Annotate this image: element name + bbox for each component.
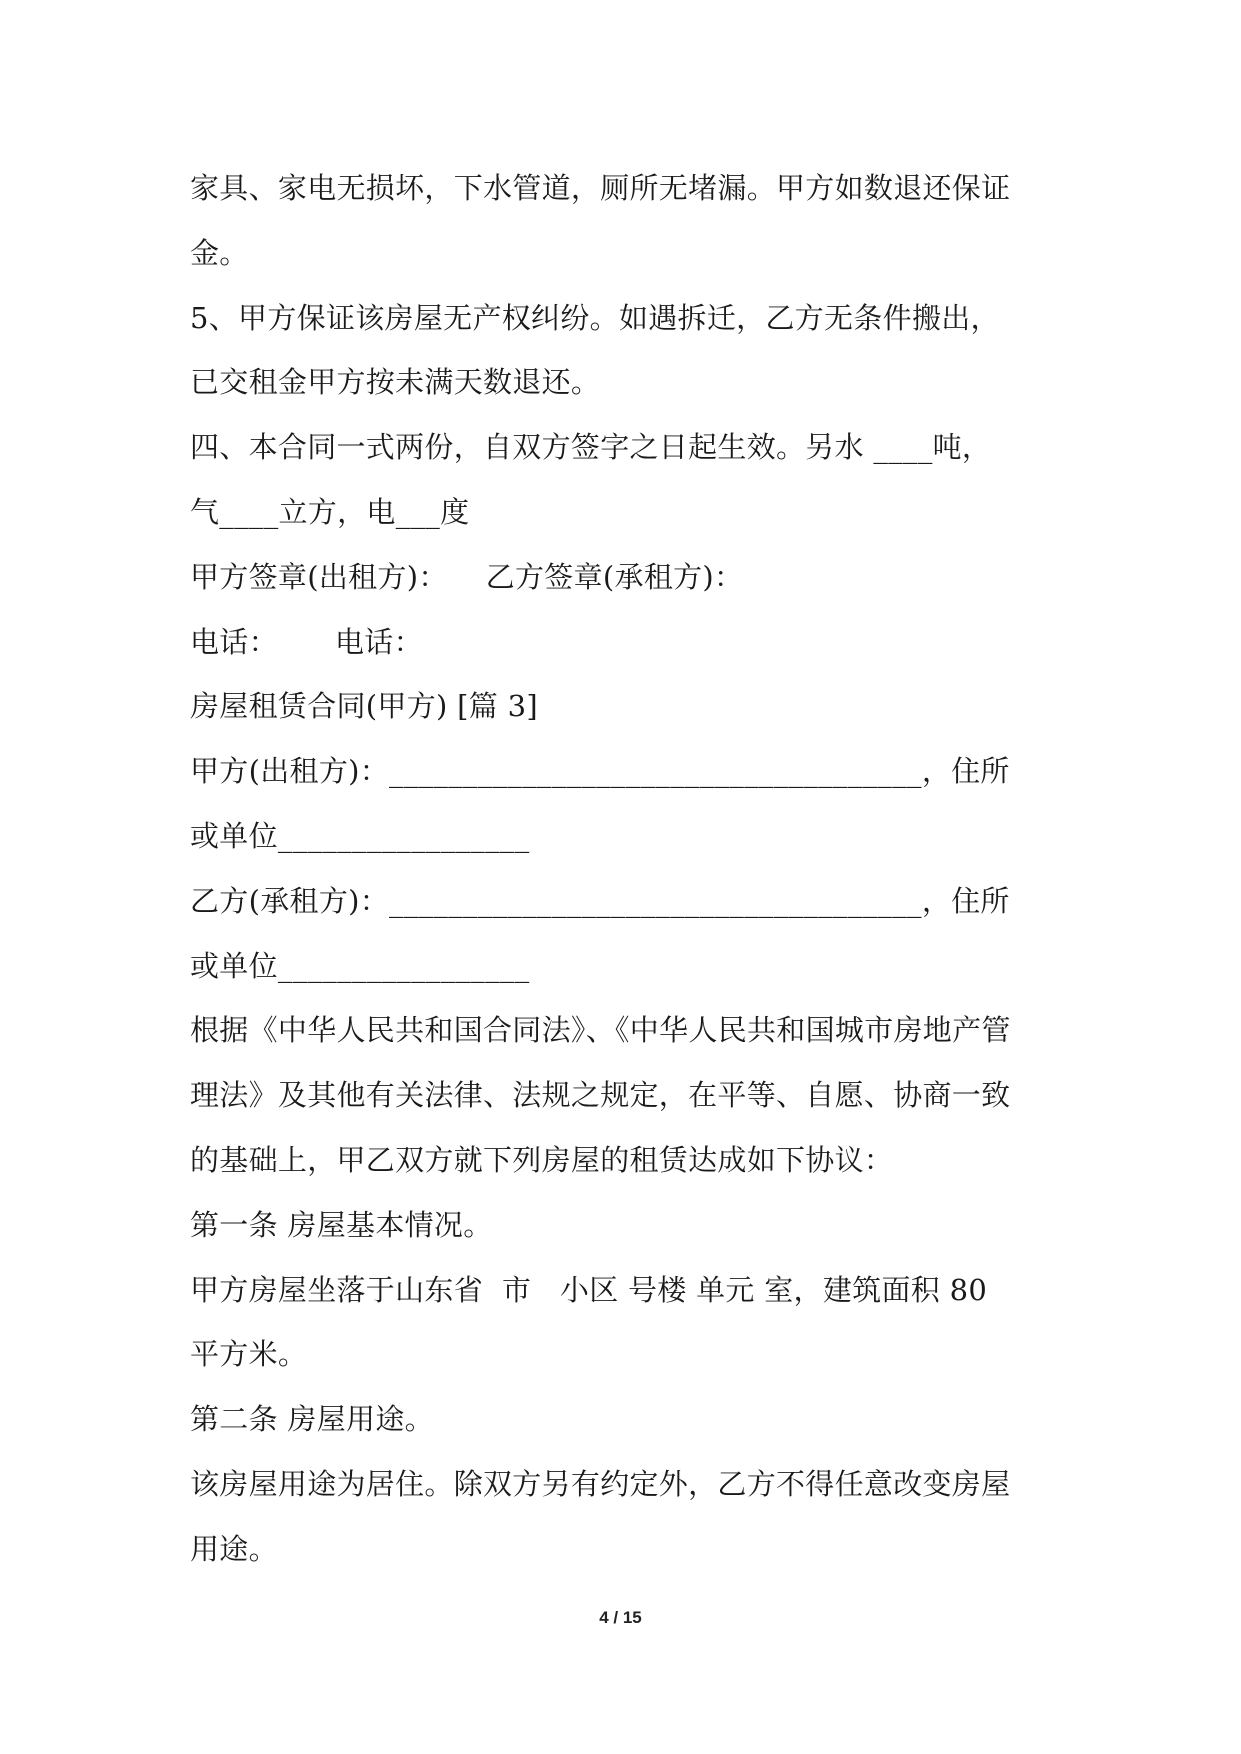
text-line: 或单位_________________ [190, 818, 530, 853]
text-line: 乙方(承租方)：____________________________________，住所 [190, 883, 1010, 918]
article-heading: 第二条 房屋用途。 [190, 1402, 434, 1437]
text-line: 金。 [190, 235, 249, 270]
text-line: 甲方房屋坐落于山东省 市 小区 号楼 单元 室，建筑面积 80 [190, 1272, 988, 1307]
text-line: 或单位_________________ [190, 948, 530, 983]
page-number: 4 / 15 [599, 1608, 642, 1627]
text-line: 家具、家电无损坏，下水管道，厕所无堵漏。甲方如数退还保证 [190, 171, 1011, 205]
text-line: 理法》及其他有关法律、法规之规定，在平等、自愿、协商一致 [190, 1078, 1011, 1113]
text-line: 5、甲方保证该房屋无产权纠纷。如遇拆迁，乙方无条件搬出， [190, 300, 1000, 335]
text-line: 甲方(出租方)：____________________________________，住所 [190, 754, 1010, 789]
text-line: 根据《中华人民共和国合同法》、《中华人民共和国城市房地产管 [190, 1013, 1011, 1048]
text-line: 的基础上，甲乙双方就下列房屋的租赁达成如下协议： [190, 1142, 894, 1177]
text-line: 用途。 [190, 1531, 278, 1566]
signature-line: 甲方签章(出租方)： 乙方签章(承租方)： [190, 559, 744, 594]
text-line: 平方米。 [190, 1337, 308, 1372]
phone-line: 电话： 电话： [190, 624, 423, 659]
section-title: 房屋租赁合同(甲方) [篇 3] [190, 689, 538, 724]
document-body [190, 156, 1060, 1582]
text-line: 四、本合同一式两份，自双方签字之日起生效。另水 ____吨， [190, 430, 992, 465]
article-heading: 第一条 房屋基本情况。 [190, 1207, 493, 1242]
text-line: 气____立方，电___度 [190, 494, 470, 529]
text-line: 该房屋用途为居住。除双方另有约定外，乙方不得任意改变房屋 [190, 1466, 1011, 1501]
text-line: 已交租金甲方按未满天数退还。 [190, 365, 601, 400]
